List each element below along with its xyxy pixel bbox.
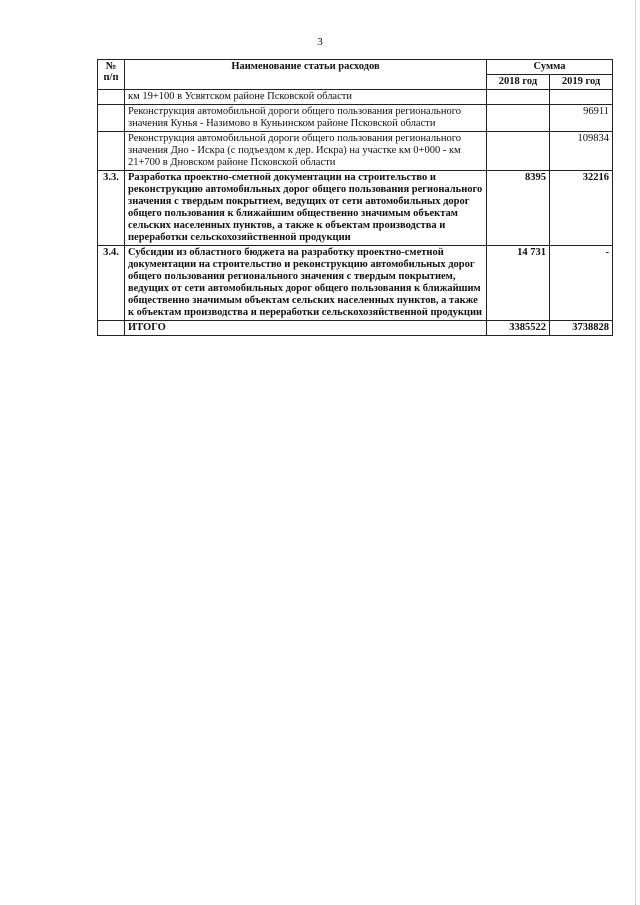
row-amount-2018: [487, 105, 550, 132]
row-amount-2019: [550, 90, 613, 105]
row-name: Реконструкция автомобильной дороги общего пользования регионального значения Дно - Искра (с подъездом к дер. Искра) на участке км 0+000 - км 21+700 в Дновском районе Псковской области: [125, 132, 487, 171]
row-name: Субсидии из областного бюджета на разработку проектно-сметной документации на строительство и реконструкцию автомобильных дорог общего пользования регионального значения с твердым покрытием, ведущих от сети автомобильных дорог общего пользования к ближайшим общественно значимым объектам сельских населенных пунктов, а также к объектам производства и переработки сельскохозяйственной продукции: [125, 246, 487, 321]
table-row: [98, 105, 613, 132]
row-amount-2018: 8395: [487, 171, 550, 246]
row-num: 3.3.: [98, 171, 125, 246]
page-number: 3: [317, 36, 323, 48]
row-name: Разработка проектно-сметной документации на строительство и реконструкцию автомобильных дорог общего пользования регионального значения с твердым покрытием, ведущих от сети автомобильных дорог общего пользования к ближайшим общественно значимым объектам сельских населенных пунктов, а также к объектам производства и переработки сельскохозяйственной продукции: [125, 171, 487, 246]
total-label: ИТОГО: [125, 321, 487, 336]
row-num: 3.4.: [98, 246, 125, 321]
col-header-sum: Сумма: [487, 60, 613, 75]
row-amount-2018: [487, 132, 550, 171]
table-row: [98, 90, 613, 105]
total-row: [98, 321, 613, 336]
total-amount-2018: 3385522: [487, 321, 550, 336]
col-header-2019: 2019 год: [550, 75, 613, 90]
table-row: [98, 171, 613, 246]
table-row: [98, 132, 613, 171]
col-header-2018: 2018 год: [487, 75, 550, 90]
table-row: [98, 246, 613, 321]
total-amount-2019: 3738828: [550, 321, 613, 336]
row-name: Реконструкция автомобильной дороги общего пользования регионального значения Кунья - Назимово в Куньинском районе Псковской области: [125, 105, 487, 132]
col-header-name: Наименование статьи расходов: [125, 60, 487, 90]
row-amount-2019: 109834: [550, 132, 613, 171]
row-amount-2018: [487, 90, 550, 105]
row-num: [98, 90, 125, 105]
row-amount-2019: -: [550, 246, 613, 321]
expense-table: [97, 59, 613, 336]
row-num: [98, 132, 125, 171]
row-amount-2019: 32216: [550, 171, 613, 246]
row-name: км 19+100 в Усвятском районе Псковской области: [125, 90, 487, 105]
row-amount-2019: 96911: [550, 105, 613, 132]
page-edge: [635, 0, 636, 905]
total-num-cell: [98, 321, 125, 336]
row-amount-2018: 14 731: [487, 246, 550, 321]
col-header-num: № п/п: [98, 60, 125, 90]
row-num: [98, 105, 125, 132]
